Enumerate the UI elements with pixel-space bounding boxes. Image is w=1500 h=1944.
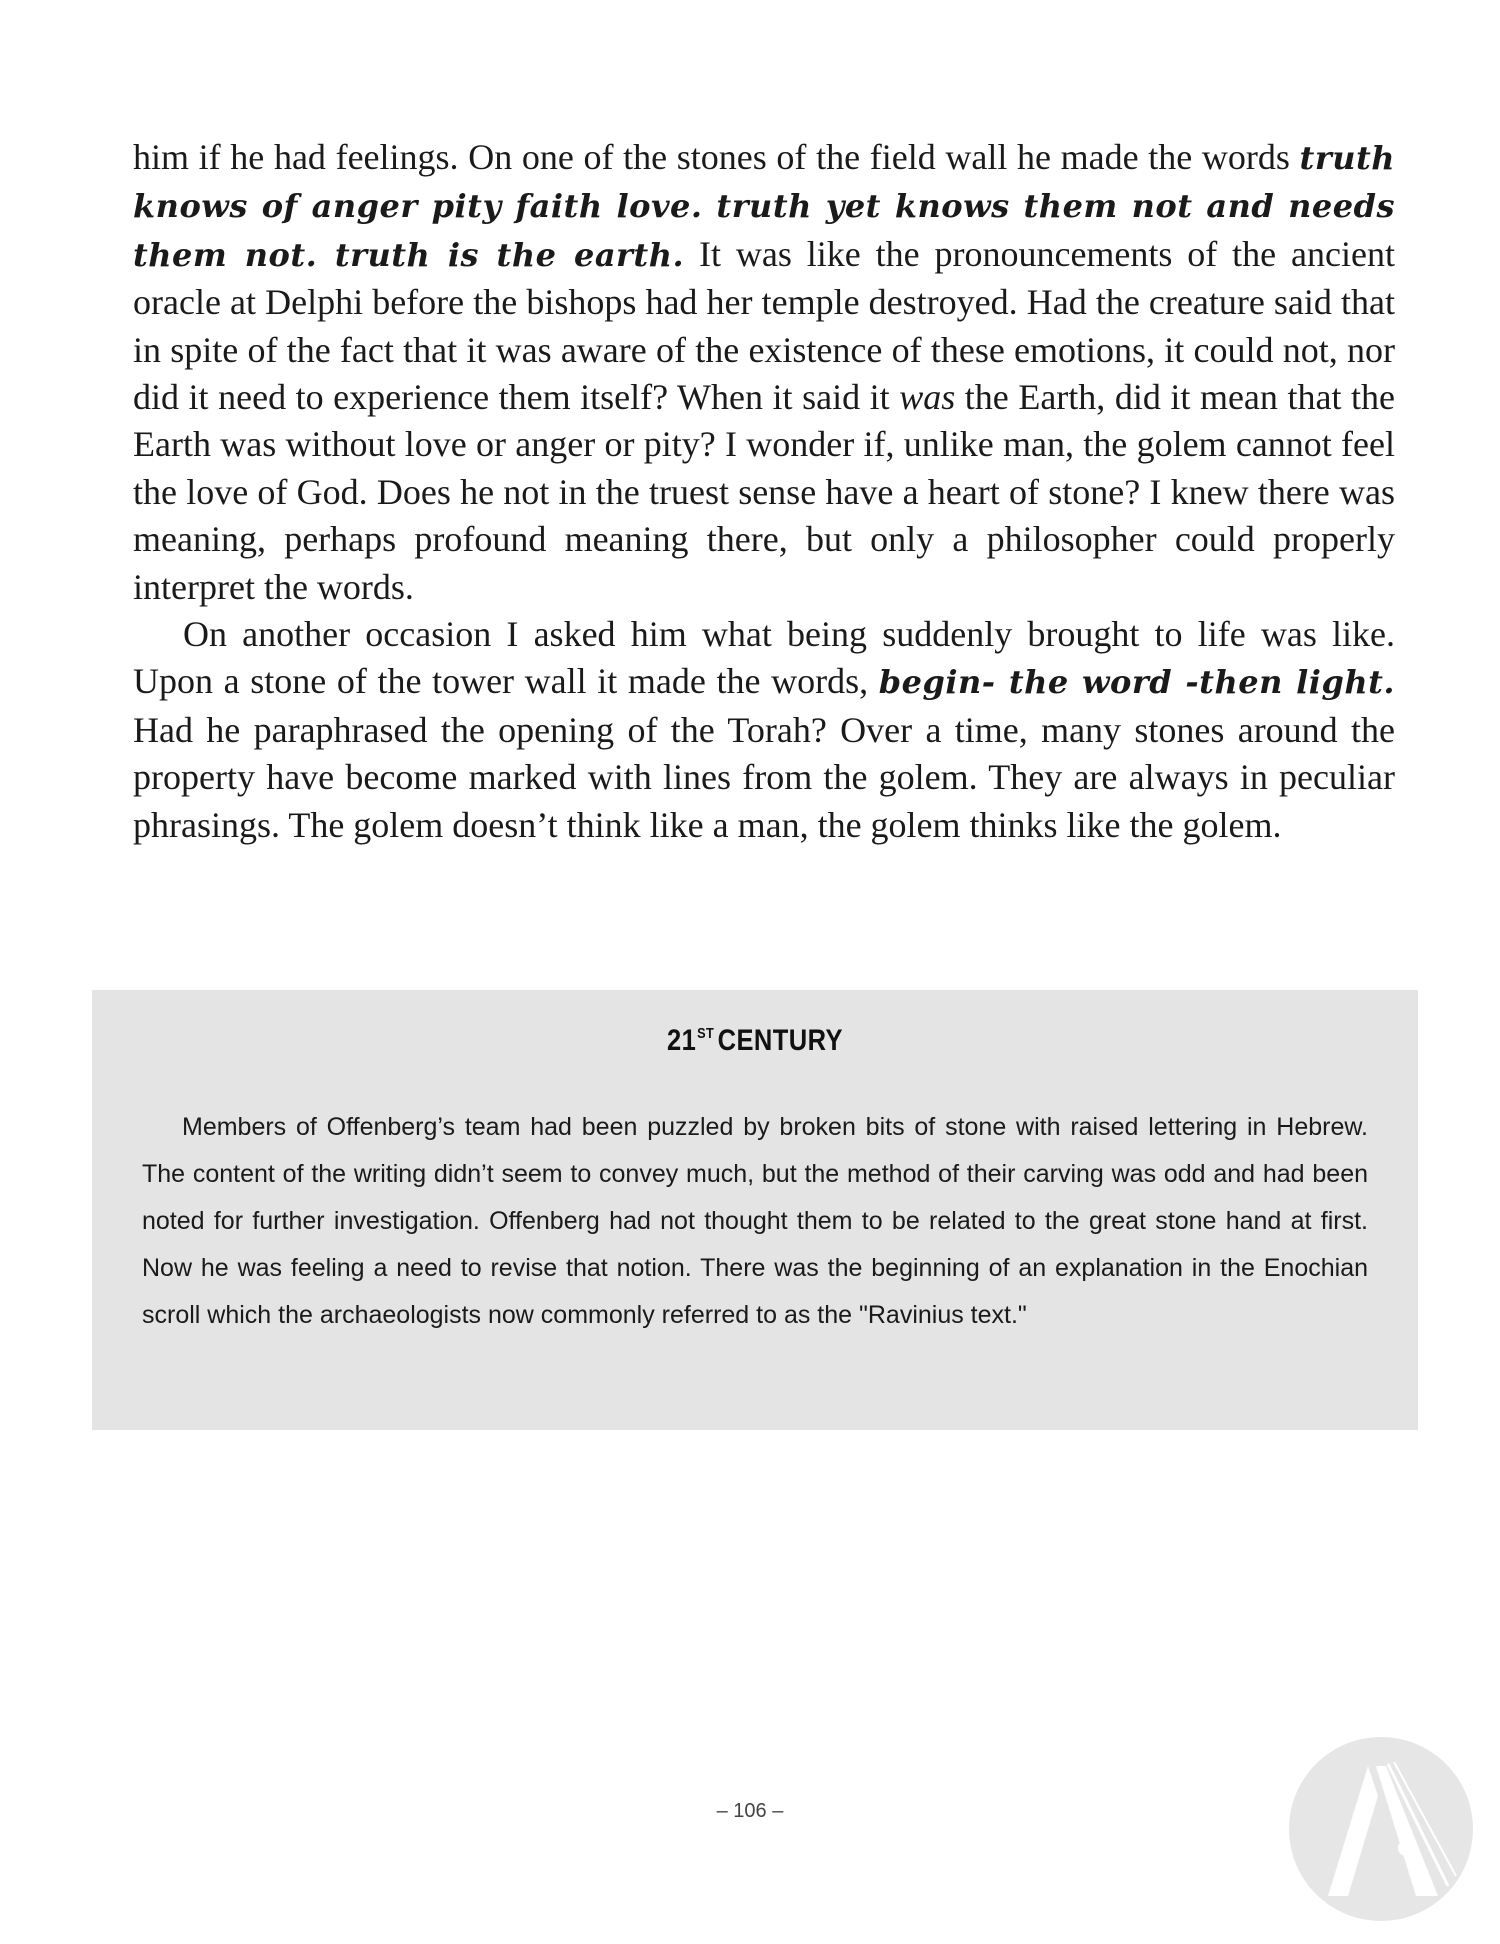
paragraph-1-end: the Earth, did it mean that the Earth was without love or anger or pity? I wonder if, unlike man, the golem cannot feel the love of God. Does he not in the truest sense have a heart of stone? I knew there was meaning, perhaps profound meaning there, but only a philosopher could properly interpret the words. bbox=[133, 377, 1395, 607]
emphasis-was: was bbox=[899, 377, 956, 418]
golem-quote-2: begin- the word -then light. bbox=[878, 663, 1396, 702]
century-sidebar bbox=[92, 990, 1418, 1430]
sidebar-heading bbox=[234, 1024, 1276, 1058]
heading-ordinal-suffix: ST bbox=[697, 1025, 715, 1042]
heading-word: CENTURY bbox=[717, 1024, 843, 1057]
page-number: – 106 – bbox=[716, 1800, 784, 1822]
golem-quote-1: truth knows of anger pity faith love. truth yet knows them not and needs them not. truth is the earth. bbox=[133, 139, 1395, 274]
paragraph-2 bbox=[133, 611, 1395, 849]
a-logo-icon bbox=[1288, 1736, 1474, 1922]
paragraph-1 bbox=[133, 134, 1395, 611]
paragraph-1-start: him if he had feelings. On one of the stones of the field wall he made the words bbox=[133, 137, 1300, 177]
main-text bbox=[133, 134, 1395, 849]
sidebar-paragraph: Members of Offenberg’s team had been puzzled by broken bits of stone with raised lettering in Hebrew. The content of the writing didn’t seem to convey much, but the method of their carving was odd and had been noted for further investigation. Offenberg had not thought them to be related to the great stone hand at first. Now he was feeling a need to revise that notion. There was the beginning of an explanation in the Enochian scroll which the archaeologists now commonly referred to as the "Ravinius text." bbox=[142, 1113, 1368, 1329]
heading-number: 21 bbox=[667, 1024, 697, 1057]
paragraph-2-start: On another occasion I asked him what being suddenly brought to life was like. Upon a stone of the tower wall it made the words, bbox=[133, 614, 1395, 702]
paragraph-1-middle: It was like the pronouncements of the ancient oracle at Delphi before the bishops had her temple destroyed. Had the creature said that in spite of the fact that it was aware of the existence of these emotions, it could not, nor did it need to experience them itself? When it said it bbox=[133, 233, 1395, 418]
paragraph-2-end: Had he paraphrased the opening of the Torah? Over a time, many stones around the property have become marked with lines from the golem. They are always in peculiar phrasings. The golem doesn’t think like a man, the golem thinks like the golem. bbox=[133, 709, 1395, 845]
